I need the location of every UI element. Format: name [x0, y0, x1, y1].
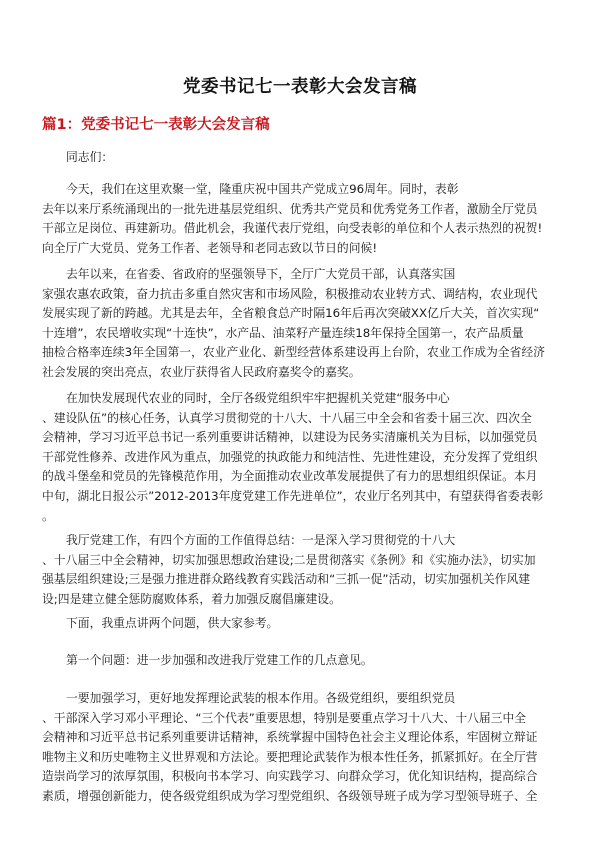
paragraph-line: 社会发展的突出亮点，农业厅获得省人民政府嘉奖令的嘉奖。: [42, 364, 361, 379]
paragraph-line: 我厅党建工作，有四个方面的工作值得总结：一是深入学习贯彻党的十八大: [66, 533, 456, 547]
paragraph-line: 、干部深入学习邓小平理论、“三个代表”重要思想，特别是要重点学习十八大、十八届三中全: [42, 710, 527, 725]
paragraph-line: 抽检合格率连续3年全国第一，农业产业化、新型经营体系建设再上台阶，农业工作成为全省经济: [42, 345, 545, 360]
paragraph-line: 素质，增强创新能力，使各级党组织成为学习型党组织、各级领导班子成为学习型领导班子、全: [42, 788, 538, 803]
paragraph-line: 向全厅广大党员、党务工作者、老领导和老同志致以节日的问候!: [42, 240, 378, 255]
paragraph-4: [42, 531, 563, 609]
paragraph-line: 、建设队伍”的核心任务，认真学习贯彻党的十八大、十八届三中全会和省委十届三次、四次全: [42, 410, 532, 425]
paragraph-line: 一要加强学习，更好地发挥理论武装的根本作用。各级党组织，要组织党员: [66, 691, 456, 705]
paragraph-line: 今天，我们在这里欢聚一堂，隆重庆祝中国共产党成立96周年。同时，表彰: [66, 182, 459, 196]
paragraph-line: 会精神和习近平总书记系列重要讲话精神，系统掌握中国特色社会主义理论体系，牢固树立辩证: [42, 730, 538, 745]
salutation-line: 同志们：: [66, 150, 114, 164]
salutation: [42, 148, 563, 168]
paragraph-line: 造崇尚学习的浓厚氛围，积极向书本学习、向实践学习、向群众学习，优化知识结构，提高综合: [42, 769, 538, 784]
paragraph-2: [42, 265, 563, 383]
paragraph-line: 发展实现了新的跨越。尤其是去年，全省粮食总产时隔16年后再次突破XX亿斤大关，首次实现“: [42, 306, 540, 321]
paragraph-line: 强基层组织建设;三是强力推进群众路线教育实践活动和“三抓一促”活动，切实加强机关作风建: [42, 572, 531, 587]
section-heading: 篇1：党委书记七一表彰大会发言稿: [42, 117, 270, 133]
paragraph-line: 第一个问题：进一步加强和改进我厅党建工作的几点意见。: [66, 653, 373, 667]
paragraph-line: 唯物主义和历史唯物主义世界观和方法论。要把理论武装作为根本性任务，抓紧抓好。在全厅营: [42, 749, 538, 764]
paragraph-line: 家强农惠农政策，奋力抗击多重自然灾害和市场风险，积极推动农业转方式、调结构，农业现代: [42, 286, 538, 301]
paragraph-5: [42, 614, 563, 634]
paragraph-line: 下面，我重点讲两个问题，供大家参考。: [66, 616, 279, 630]
paragraph-1: [42, 180, 563, 258]
paragraph-line: 的战斗堡垒和党员的先锋模范作用，为全面推动农业改革发展提供了有力的思想组织保证。本月: [42, 469, 538, 484]
paragraph-line: 十连增”，农民增收实现“十连快”，水产品、油菜籽产量连续18年保持全国第一，农产品质量: [42, 325, 524, 340]
paragraph-3: [42, 389, 563, 526]
paragraph-line: 、十八届三中全会精神，切实加强思想政治建设;二是贯彻落实《条例》和《实施办法》，切实加: [42, 552, 536, 567]
paragraph-line: 。: [42, 508, 54, 523]
paragraph-7: [42, 689, 563, 807]
paragraph-6: [42, 651, 563, 671]
paragraph-line: 干部立足岗位、再建新功。借此机会，我谨代表厅党组，向受表彰的单位和个人表示热烈的祝贺!: [42, 221, 543, 236]
paragraph-line: 在加快发展现代农业的同时，全厅各级党组织牢牢把握机关党建“服务中心: [66, 391, 450, 405]
paragraph-line: 会精神，学习习近平总书记一系列重要讲话精神，以建设为民务实清廉机关为目标，以加强党员: [42, 430, 538, 445]
paragraph-line: 去年以来，在省委、省政府的坚强领导下，全厅广大党员干部，认真落实国: [66, 267, 456, 281]
paragraph-line: 设;四是建立健全惩防腐败体系，着力加强反腐倡廉建设。: [42, 591, 341, 606]
document-title: 党委书记七一表彰大会发言稿: [183, 77, 417, 97]
paragraph-line: 中旬，湖北日报公示”2012-2013年度党建工作先进单位”，农业厅名列其中，有望获得省委表彰: [42, 488, 544, 503]
paragraph-line: 去年以来厅系统涌现出的一批先进基层党组织、优秀共产党员和优秀党务工作者，激励全厅党员: [42, 201, 538, 216]
paragraph-line: 干部党性修养、改进作风为重点，加强党的执政能力和纯洁性、先进性建设，充分发挥了党组织: [42, 449, 538, 464]
